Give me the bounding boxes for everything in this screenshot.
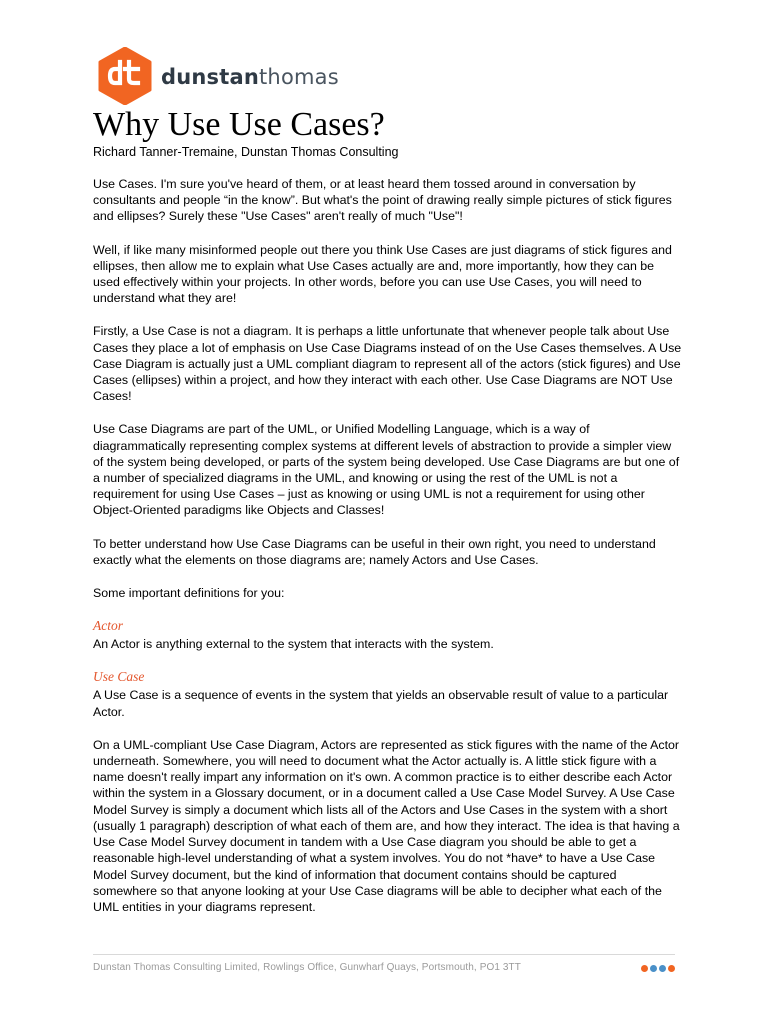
wordmark-second: thomas — [259, 65, 339, 89]
dt-hexagon-logo-icon — [98, 47, 152, 105]
body-paragraph: Use Cases. I'm sure you've heard of them, or at least heard them tossed around in conversation by consultants and people “in the know”. But what's the point of drawing really simple pictures of stick figures and ellipses? Surely these "Use Cases" aren't really of much "Use"! — [93, 177, 672, 224]
body-paragraph: To better understand how Use Case Diagrams can be useful in their own right, you need to understand exactly what the elements on those diagrams are; namely Actors and Use Cases. — [93, 536, 656, 567]
definition-text-actor: An Actor is anything external to the system that interacts with the system. — [93, 637, 494, 652]
body-paragraph: Use Case Diagrams are part of the UML, or Unified Modelling Language, which is a way of diagrammatically representing complex systems at different levels of abstraction to provide a simpler view of the system being developed, or parts of the system being developed. Use Case Diagrams are but one of a number of specialized diagrams in the UML, and knowing or using the rest of the UML is not a requirement for using Use Cases – just as knowing or using UML is not a requirement for using other Object-Oriented paradigms like Objects and Classes! — [93, 422, 680, 518]
body-paragraph: Some important definitions for you: — [93, 586, 285, 601]
footer-address: Dunstan Thomas Consulting Limited, Rowlings Office, Gunwharf Quays, Portsmouth, PO1 3TT — [93, 962, 521, 973]
definition-text-use-case: A Use Case is a sequence of events in the system that yields an observable result of value to a particular Actor. — [93, 688, 669, 719]
body-paragraph: Well, if like many misinformed people out there you think Use Cases are just diagrams of stick figures and ellipses, then allow me to explain what Use Cases actually are and, more importantly, how they can be used effectively within your projects. In other words, before you can use Use Cases, you will need to understand what they are! — [93, 242, 672, 306]
company-wordmark — [161, 65, 339, 89]
body-paragraph: On a UML-compliant Use Case Diagram, Actors are represented as stick figures with the name of the Actor underneath. Somewhere, you will need to document what the Actor actually is. A little stick figure with a name doesn't really impart any information on it's own. A common practice is to either describe each Actor within the system in a Glossary document, or in a document called a Use Case Model Survey. A Use Case Model Survey is simply a document which lists all of the Actors and Use Cases in the system with a short (usually 1 paragraph) description of what each of them are, and how they interact. The idea is that having a Use Case Model Survey document in tandem with a Use Case diagram you should be able to get a reasonable high-level understanding of what a system involves. You do not *have* to have a Use Case Model Survey document, but the kind of information that document contains should be captured somewhere so that anyone looking at your Use Case diagrams will be able to decipher what each of the UML entities in your diagrams represent. — [93, 737, 680, 914]
definition-heading-actor: Actor — [93, 618, 123, 634]
footer-dot — [668, 965, 675, 972]
footer-dot — [650, 965, 657, 972]
author-line: Richard Tanner-Tremaine, Dunstan Thomas Consulting — [93, 145, 399, 159]
article-body — [93, 176, 683, 932]
wordmark-first: dunstan — [161, 65, 259, 89]
footer-dot — [659, 965, 666, 972]
page-title: Why Use Use Cases? — [93, 106, 385, 143]
company-logo — [98, 47, 339, 105]
footer-dots-icon — [641, 965, 675, 972]
body-paragraph: Firstly, a Use Case is not a diagram. It is perhaps a little unfortunate that whenever people talk about Use Cases they place a lot of emphasis on Use Case Diagrams instead of on the Use Cases themselves. A Use Case Diagram is actually just a UML compliant diagram to represent all of the actors (stick figures) and Use Cases (ellipses) within a project, and how they interact with each other. Use Case Diagrams are NOT Use Cases! — [93, 324, 682, 404]
footer-dot — [641, 965, 648, 972]
definition-heading-use-case: Use Case — [93, 669, 145, 685]
footer-divider — [93, 954, 675, 955]
